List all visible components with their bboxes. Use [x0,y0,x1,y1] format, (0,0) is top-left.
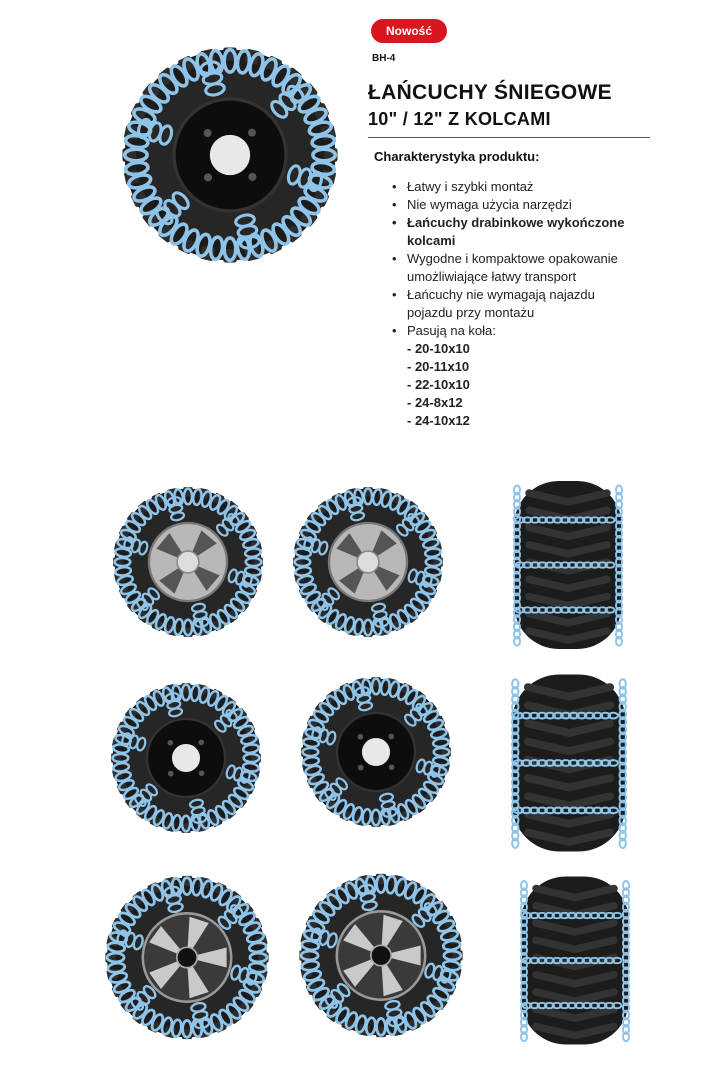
feature-item: • Nie wymaga użycia narzędzi [392,196,632,214]
product-code: BH-4 [372,53,396,64]
wheel-size-list [407,340,632,430]
wheel-alloy-rim-angle [296,868,466,1043]
new-badge: Nowość [371,19,447,43]
tire-tread-chain-spikes [490,668,648,858]
tire-tread-ladder-chain [488,475,648,655]
wheel-photo [296,868,466,1043]
wheel-size: - 20-11x10 [407,359,470,374]
feature-item: • Łańcuchy nie wymagają najazdu pojazdu przy montażu [392,286,632,322]
wheel-size: - 20-10x10 [407,341,470,356]
hero-wheel-black-rim [118,35,342,275]
wheel-photo [110,482,266,642]
wheel-size: - 24-8x12 [407,395,463,410]
wheel-size: - 22-10x10 [407,377,470,392]
tread-photo [500,868,650,1053]
wheel-photo [102,870,272,1045]
wheel-alloy-rim-front [102,870,272,1045]
feature-item: • Łatwy i szybki montaż [392,178,632,196]
feature-item: • Wygodne i kompaktowe opakowanie umożliwiające łatwy transport [392,250,632,286]
product-title [368,80,658,132]
tire-tread-chain-side [500,868,650,1053]
wheel-black-rim-front [108,678,264,838]
title-line-1: ŁAŃCUCHY ŚNIEGOWE [368,81,612,104]
title-divider [368,137,650,138]
fits-label: Pasują na koła: [407,323,496,338]
wheel-size: - 24-10x12 [407,413,470,428]
spec-heading: Charakterystyka produktu: [374,149,540,164]
wheel-silver-rim-angle [290,482,446,642]
hero-wheel-photo [118,35,342,275]
tread-photo [490,668,648,858]
wheel-photo [298,672,454,832]
feature-list [392,178,632,430]
feature-item [392,322,632,430]
wheel-photo [108,678,264,838]
feature-item: • Łańcuchy drabinkowe wykończone kolcami [392,214,632,250]
tread-photo [488,475,648,655]
title-line-2: 10" / 12" Z KOLCAMI [368,109,551,129]
wheel-black-rim-angle [298,672,454,832]
wheel-photo [290,482,446,642]
wheel-silver-rim-front [110,482,266,642]
